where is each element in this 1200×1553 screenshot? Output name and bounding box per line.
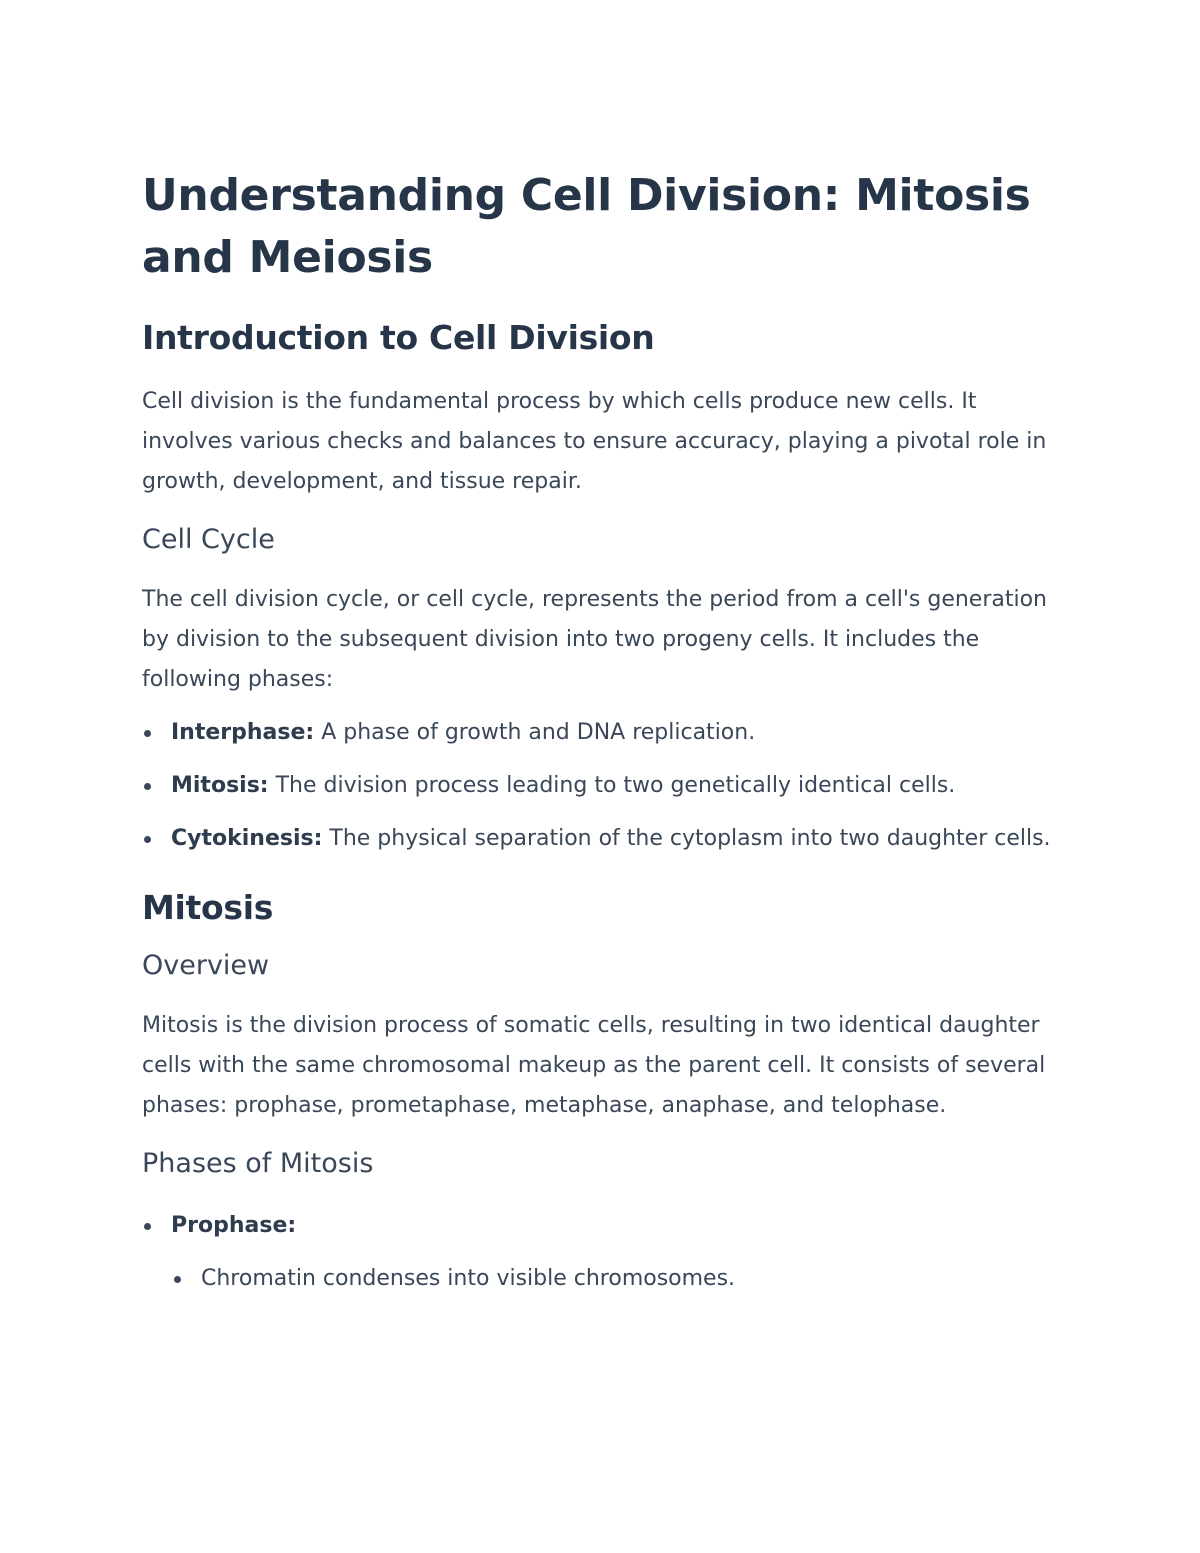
list-item-prophase [142, 1206, 1072, 1246]
sub-list-item: Chromatin condenses into visible chromosomes. [172, 1259, 1072, 1299]
list-item-term: Mitosis: [171, 773, 269, 798]
list-item-interphase [142, 713, 1072, 753]
list-item-term: Cytokinesis: [171, 826, 323, 851]
subsection-heading-cell-cycle: Cell Cycle [142, 524, 275, 555]
list-item-cytokinesis [142, 819, 1072, 859]
mitosis-phase-list [142, 1206, 1072, 1299]
list-item-text: The physical separation of the cytoplasm into two daughter cells. [322, 826, 1051, 851]
list-item-term: Interphase: [171, 720, 315, 745]
list-item-text: A phase of growth and DNA replication. [314, 720, 756, 745]
subsection-heading-phases: Phases of Mitosis [142, 1148, 374, 1179]
list-item-text: The division process leading to two genetically identical cells. [268, 773, 956, 798]
mitosis-overview-paragraph: Mitosis is the division process of somatic cells, resulting in two identical daughter cells with the same chromosomal makeup as the parent cell. It consists of several phases: prophase, prometaphase, metaphase, anaphase, and telophase. [142, 1013, 1046, 1118]
list-item-term: Prophase: [171, 1213, 297, 1238]
cell-cycle-paragraph: The cell division cycle, or cell cycle, represents the period from a cell's generation by division to the subsequent division into two progeny cells. It includes the following phases: [142, 587, 1047, 692]
document-page [142, 165, 1072, 1299]
list-item-mitosis [142, 766, 1072, 806]
document-title: Understanding Cell Division: Mitosis and Meiosis [142, 170, 1031, 283]
section-heading-mitosis: Mitosis [142, 888, 274, 927]
subsection-heading-overview: Overview [142, 950, 270, 981]
section-heading-intro: Introduction to Cell Division [142, 318, 655, 357]
intro-paragraph: Cell division is the fundamental process by which cells produce new cells. It involves various checks and balances to ensure accuracy, playing a pivotal role in growth, development, and tissue repair. [142, 389, 1047, 494]
prophase-sub-list [172, 1259, 1072, 1299]
cell-cycle-phase-list [142, 713, 1072, 859]
